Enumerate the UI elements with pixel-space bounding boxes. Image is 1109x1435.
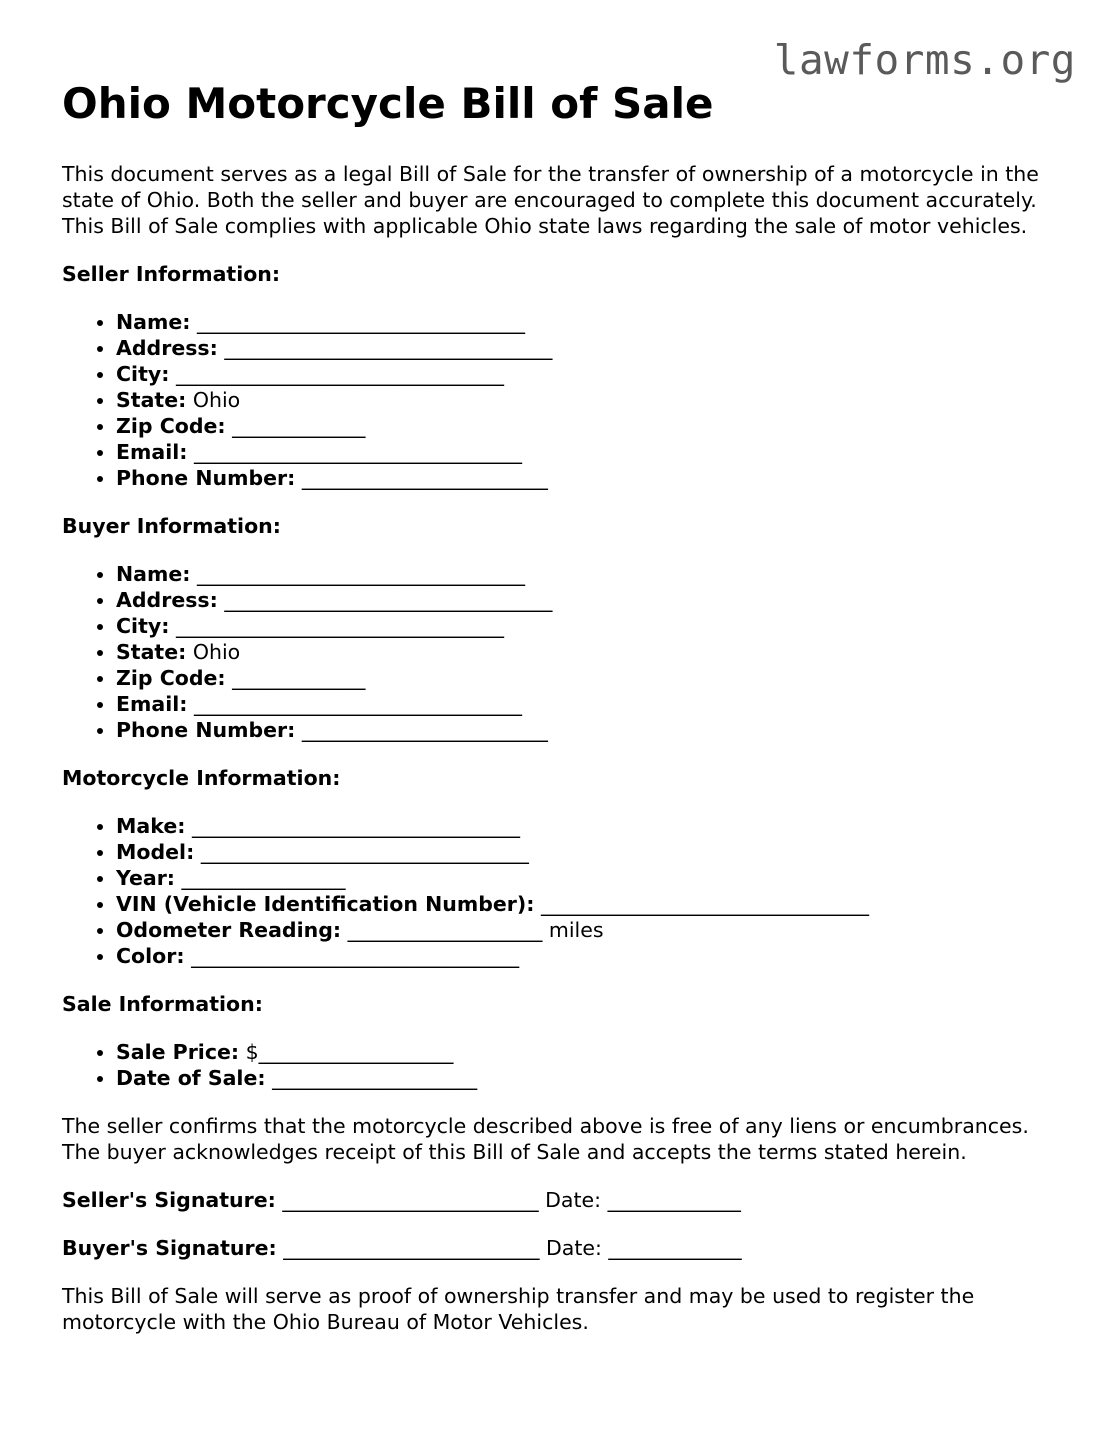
field-value: ________________________________ xyxy=(190,309,525,334)
field-label: Color: xyxy=(116,943,185,968)
seller-fields xyxy=(62,309,1052,491)
seller-state-field xyxy=(116,387,1052,413)
field-value: ________________________________ xyxy=(217,335,553,360)
field-label: State: xyxy=(116,639,187,664)
field-value: ________________ xyxy=(175,865,346,890)
signature-value: _________________________ Date: _____________ xyxy=(276,1235,742,1260)
field-label: State: xyxy=(116,387,187,412)
field-value: ___________________ miles xyxy=(341,917,604,942)
document-page xyxy=(62,78,1052,1335)
field-label: Odometer Reading: xyxy=(116,917,342,942)
intro-paragraph: This document serves as a legal Bill of Sale for the transfer of ownership of a motorcycle in the state of Ohio. Both the seller and buyer are encouraged to complete this document accurately. This Bill of Sale complies with applicable Ohio state laws regarding the sale of motor vehicles. xyxy=(62,161,1039,238)
motorcycle-model-field[interactable] xyxy=(116,839,1052,865)
buyer-signature-line[interactable] xyxy=(62,1235,1052,1261)
sale-heading: Sale Information: xyxy=(62,991,263,1016)
buyer-zip-field[interactable] xyxy=(116,665,1052,691)
field-label: Date of Sale: xyxy=(116,1065,266,1090)
buyer-city-field[interactable] xyxy=(116,613,1052,639)
seller-name-field[interactable] xyxy=(116,309,1052,335)
motorcycle-heading: Motorcycle Information: xyxy=(62,765,341,790)
seller-address-field[interactable] xyxy=(116,335,1052,361)
signature-label: Seller's Signature: xyxy=(62,1187,276,1212)
buyer-address-field[interactable] xyxy=(116,587,1052,613)
field-label: Email: xyxy=(116,439,188,464)
field-label: VIN (Vehicle Identification Number): xyxy=(116,891,535,916)
motorcycle-vin-field[interactable] xyxy=(116,891,1052,917)
field-label: Zip Code: xyxy=(116,665,226,690)
signature-value: _________________________ Date: _____________ xyxy=(275,1187,741,1212)
closing-paragraph: The seller confirms that the motorcycle described above is free of any liens or encumbrances. The buyer acknowledges receipt of this Bill of Sale and accepts the terms stated herein. xyxy=(62,1113,1029,1164)
sale-fields xyxy=(62,1039,1052,1091)
field-label: Zip Code: xyxy=(116,413,226,438)
field-value: ________________________________ xyxy=(185,813,520,838)
seller-phone-field[interactable] xyxy=(116,465,1052,491)
field-value: _____________ xyxy=(225,665,366,690)
final-note: This Bill of Sale will serve as proof of ownership transfer and may be used to register the motorcycle with the Ohio Bureau of Motor Vehicles. xyxy=(62,1283,975,1334)
field-value: ________________________________ xyxy=(169,361,504,386)
watermark-logo: lawforms.org xyxy=(773,36,1076,84)
field-value: _____________ xyxy=(225,413,366,438)
field-label: Address: xyxy=(116,587,218,612)
sale-price-field[interactable] xyxy=(116,1039,1052,1065)
field-label: Address: xyxy=(116,335,218,360)
seller-email-field[interactable] xyxy=(116,439,1052,465)
field-value: Ohio xyxy=(186,639,241,664)
field-label: Email: xyxy=(116,691,188,716)
seller-zip-field[interactable] xyxy=(116,413,1052,439)
seller-signature-line[interactable] xyxy=(62,1187,1052,1213)
field-label: City: xyxy=(116,361,170,386)
field-value: Ohio xyxy=(186,387,241,412)
field-value: ________________________________ xyxy=(190,561,525,586)
buyer-email-field[interactable] xyxy=(116,691,1052,717)
field-value: ________________________________ xyxy=(217,587,553,612)
field-value: ________________________________ xyxy=(169,613,504,638)
motorcycle-fields xyxy=(62,813,1052,969)
field-label: Make: xyxy=(116,813,186,838)
buyer-fields xyxy=(62,561,1052,743)
sale-date-field[interactable] xyxy=(116,1065,1052,1091)
field-label: Year: xyxy=(116,865,176,890)
buyer-phone-field[interactable] xyxy=(116,717,1052,743)
buyer-state-field xyxy=(116,639,1052,665)
seller-city-field[interactable] xyxy=(116,361,1052,387)
document-title: Ohio Motorcycle Bill of Sale xyxy=(62,79,714,128)
field-value: ________________________________ xyxy=(194,839,529,864)
field-value: ____________________ xyxy=(265,1065,478,1090)
field-value: ________________________ xyxy=(295,717,548,742)
motorcycle-year-field[interactable] xyxy=(116,865,1052,891)
field-value: ________________________ xyxy=(295,465,548,490)
motorcycle-odometer-field[interactable] xyxy=(116,917,1052,943)
field-label: Phone Number: xyxy=(116,717,296,742)
motorcycle-make-field[interactable] xyxy=(116,813,1052,839)
motorcycle-color-field[interactable] xyxy=(116,943,1052,969)
field-value: ________________________________ xyxy=(187,691,522,716)
field-label: City: xyxy=(116,613,170,638)
field-value: ________________________________ xyxy=(534,891,869,916)
buyer-heading: Buyer Information: xyxy=(62,513,281,538)
field-label: Sale Price: xyxy=(116,1039,240,1064)
field-label: Phone Number: xyxy=(116,465,296,490)
signature-label: Buyer's Signature: xyxy=(62,1235,277,1260)
field-value: ________________________________ xyxy=(187,439,522,464)
field-value: ________________________________ xyxy=(184,943,520,968)
field-value: $___________________ xyxy=(239,1039,454,1064)
seller-heading: Seller Information: xyxy=(62,261,281,286)
buyer-name-field[interactable] xyxy=(116,561,1052,587)
field-label: Name: xyxy=(116,561,191,586)
field-label: Model: xyxy=(116,839,195,864)
field-label: Name: xyxy=(116,309,191,334)
